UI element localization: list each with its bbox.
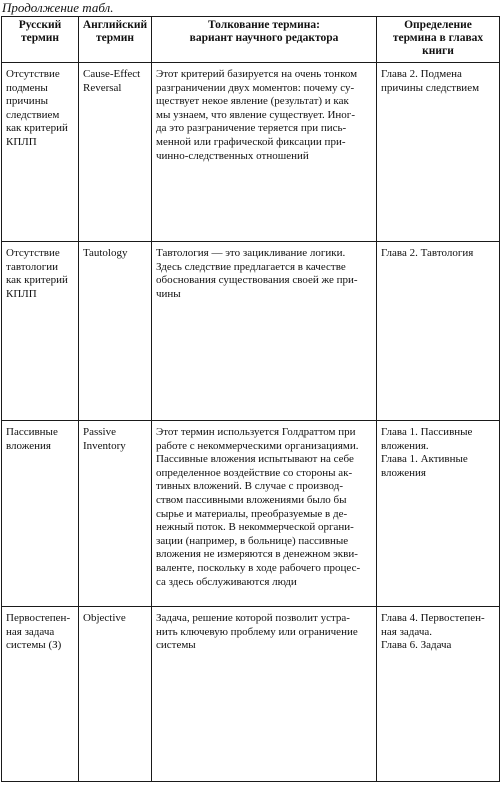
cell-line: тавтологии xyxy=(6,260,59,273)
cell-line: вложения не измеряются в денежном экви- xyxy=(156,548,358,561)
header-russian-term xyxy=(2,17,79,63)
russian-term-cell xyxy=(2,421,79,607)
cell-line: работе с некоммерческими организациями. xyxy=(156,439,359,452)
header-line: Английский xyxy=(82,19,148,31)
cell-line: нежный поток. В некоммерческой органи- xyxy=(156,521,354,534)
header-line: термина в главах xyxy=(392,32,484,44)
cell-line: Отсутствие xyxy=(6,247,60,259)
chapter-cell xyxy=(377,607,500,782)
cell-line: валенте, поскольку в ходе рабочего процес- xyxy=(156,561,361,574)
cell-line: нить ключевую проблему или ограничение xyxy=(156,625,358,638)
cell-line: Inventory xyxy=(83,439,126,452)
cell-line: Пассивные xyxy=(6,426,58,438)
cell-line: чинно-следственных отношений xyxy=(156,149,309,162)
table-header-row xyxy=(2,17,500,63)
table-continuation-caption: Продолжение табл. xyxy=(2,0,114,15)
russian-term-cell xyxy=(2,242,79,421)
cell-line: причины следствием xyxy=(381,81,480,94)
cell-line: Глава 6. Задача xyxy=(381,639,452,652)
cell-line: сырье и материалы, преобразуемые в де- xyxy=(156,507,348,520)
cell-line: са здесь обслуживаются люди xyxy=(156,575,297,588)
chapter-cell xyxy=(377,421,500,607)
table-row xyxy=(2,242,500,421)
russian-term-cell xyxy=(2,607,79,782)
english-term-cell xyxy=(79,607,152,782)
cell-line: ная задача xyxy=(6,625,55,638)
cell-line: Задача, решение которой позволит устра- xyxy=(156,612,350,624)
english-term-cell xyxy=(79,63,152,242)
cell-line: Глава 2. Подмена xyxy=(381,68,462,80)
cell-line: обоснования существования своей же при- xyxy=(156,274,358,287)
interpretation-cell xyxy=(152,421,377,607)
cell-line: причины xyxy=(6,95,48,108)
cell-line: КПЛП xyxy=(6,287,37,300)
cell-line: тивных вложений. В случае с производ- xyxy=(156,480,343,493)
cell-line: как критерий xyxy=(6,274,68,287)
cell-line: Глава 4. Первостепен- xyxy=(381,612,485,624)
header-line: вариант научного редактора xyxy=(189,32,339,44)
cell-line: Objective xyxy=(83,612,126,624)
header-line: Определение xyxy=(404,19,472,31)
chapter-cell xyxy=(377,63,500,242)
cell-line: Тавтология — это зацикливание логики. xyxy=(156,247,346,259)
cell-line: Пассивные вложения испытывают на себе xyxy=(156,453,354,466)
cell-line: разграничении двух моментов: почему су- xyxy=(156,81,355,94)
cell-line: подмены xyxy=(6,81,48,94)
cell-line: следствием xyxy=(6,108,60,121)
cell-line: определенное воздействие со стороны ак- xyxy=(156,466,353,479)
header-interpretation xyxy=(152,17,377,63)
header-line: Толкование термина: xyxy=(208,19,320,31)
cell-line: Этот термин используется Голдраттом при xyxy=(156,426,356,438)
table-row xyxy=(2,63,500,242)
interpretation-cell xyxy=(152,242,377,421)
cell-line: мы узнаем, что явление существует. Иног- xyxy=(156,108,355,121)
interpretation-cell xyxy=(152,607,377,782)
cell-line: КПЛП xyxy=(6,135,37,148)
cell-line: Cause-Effect xyxy=(83,68,141,80)
table-row xyxy=(2,607,500,782)
cell-line: Отсутствие xyxy=(6,68,60,80)
cell-line: Глава 1. Пассивные xyxy=(381,426,473,438)
english-term-cell xyxy=(79,242,152,421)
cell-line: Здесь следствие предлагается в качестве xyxy=(156,260,346,273)
cell-line: Tautology xyxy=(83,247,128,259)
cell-line: системы (З) xyxy=(6,639,62,652)
cell-line: чины xyxy=(156,287,181,300)
russian-term-cell xyxy=(2,63,79,242)
english-term-cell xyxy=(79,421,152,607)
cell-line: вложения. xyxy=(381,439,429,452)
cell-line: ством пассивными вложениями было бы xyxy=(156,493,347,506)
chapter-cell xyxy=(377,242,500,421)
cell-line: системы xyxy=(156,639,196,652)
header-chapter-definition xyxy=(377,17,500,63)
header-line: книги xyxy=(422,45,454,57)
cell-line: вложения xyxy=(381,466,426,479)
table-row xyxy=(2,421,500,607)
cell-line: Глава 2. Тавтология xyxy=(381,247,474,259)
cell-line: Глава 1. Активные xyxy=(381,453,468,466)
cell-line: как критерий xyxy=(6,122,68,135)
cell-line: Этот критерий базируется на очень тонком xyxy=(156,68,358,80)
header-english-term xyxy=(79,17,152,63)
cell-line: зации (например, в больнице) пассивные xyxy=(156,534,349,547)
header-line: термин xyxy=(95,32,135,44)
cell-line: да это разграничение теряется при пись- xyxy=(156,122,347,135)
cell-line: ществует некое явление (результат) и как xyxy=(156,95,349,108)
cell-line: Reversal xyxy=(83,81,122,94)
cell-line: Первостепен- xyxy=(6,612,71,624)
header-line: термин xyxy=(20,32,60,44)
header-line: Русский xyxy=(18,19,62,31)
cell-line: Passive xyxy=(83,426,116,438)
cell-line: ная задача. xyxy=(381,625,433,638)
interpretation-cell xyxy=(152,63,377,242)
cell-line: менной или графической фиксации при- xyxy=(156,135,346,148)
glossary-table xyxy=(1,16,500,782)
cell-line: вложения xyxy=(6,439,51,452)
